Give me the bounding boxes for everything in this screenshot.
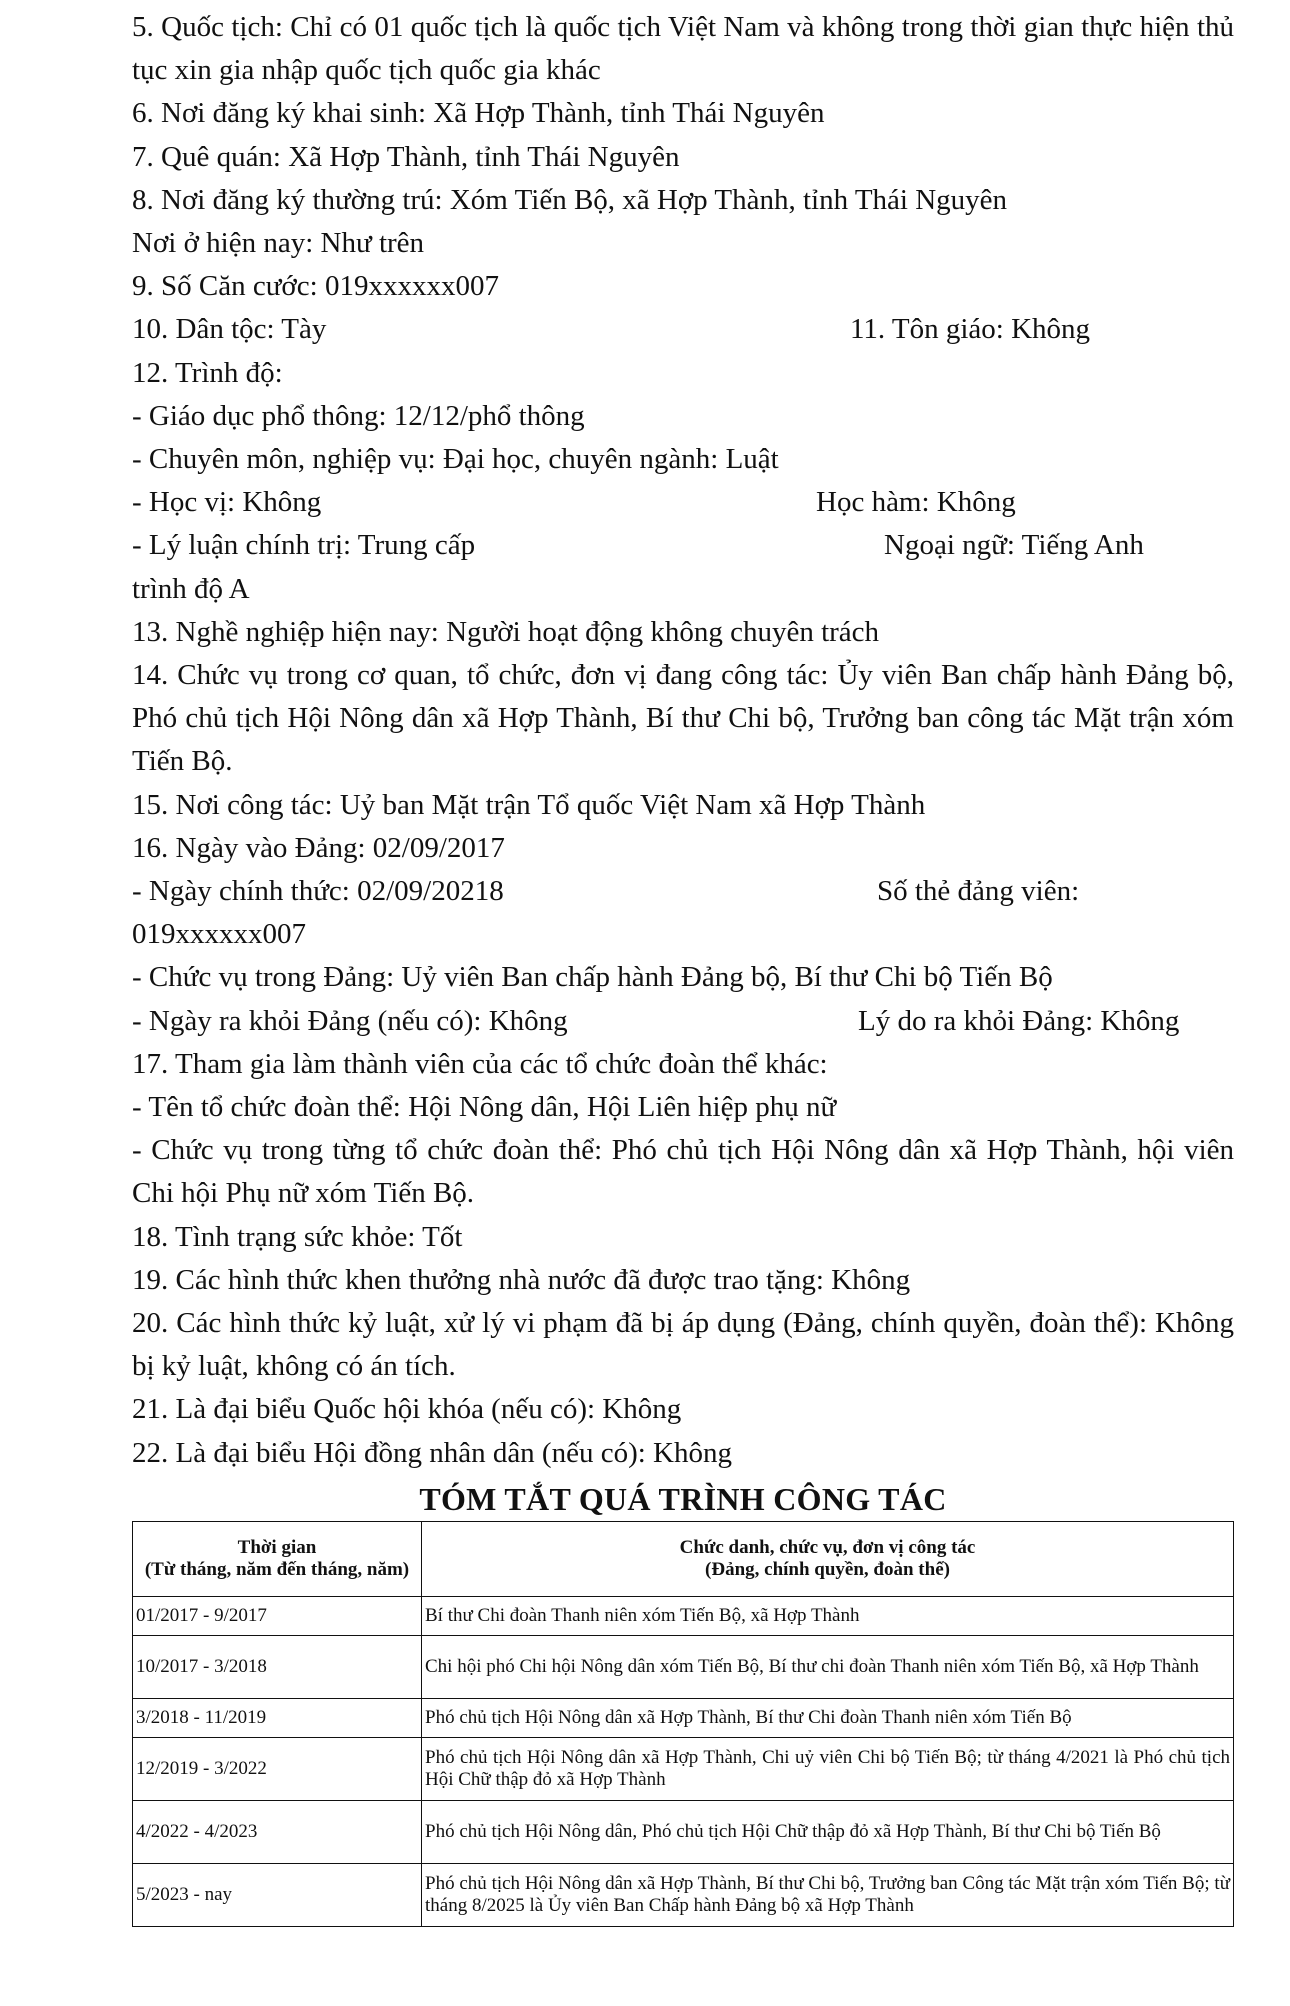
header-time: Thời gian (Từ tháng, năm đến tháng, năm) — [133, 1521, 422, 1596]
item-19-awards: 19. Các hình thức khen thưởng nhà nước đã được trao tặng: Không — [132, 1263, 911, 1296]
item-9-id-number: 9. Số Căn cước: 019xxxxxx007 — [132, 270, 499, 303]
row-time: 10/2017 - 3/2018 — [133, 1635, 422, 1698]
table-row — [133, 1737, 1234, 1800]
table-header-row — [133, 1521, 1234, 1596]
item-12-language-level: trình độ A — [132, 572, 250, 605]
item-12-general-education: - Giáo dục phổ thông: 12/12/phổ thông — [132, 399, 585, 432]
item-12-political-theory: - Lý luận chính trị: Trung cấp — [132, 529, 476, 562]
item-16-leave-row — [132, 1000, 1234, 1043]
row-time: 12/2019 - 3/2022 — [133, 1737, 422, 1800]
row-time: 3/2018 - 11/2019 — [133, 1698, 422, 1737]
item-15-workplace: 15. Nơi công tác: Uỷ ban Mặt trận Tổ quốc Việt Nam xã Hợp Thành — [132, 788, 926, 821]
row-role: Phó chủ tịch Hội Nông dân xã Hợp Thành, Bí thư Chi bộ, Trưởng ban Công tác Mặt trận xóm Tiến Bộ; từ tháng 8/2025 là Ủy viên Ban Chấp hành Đảng bộ xã Hợp Thành — [422, 1863, 1234, 1926]
item-12-specialization: - Chuyên môn, nghiệp vụ: Đại học, chuyên ngành: Luật — [132, 443, 779, 476]
table-row — [133, 1800, 1234, 1863]
table-row — [133, 1635, 1234, 1698]
item-16-official-row — [132, 870, 1234, 913]
item-16-official-date: - Ngày chính thức: 02/09/20218 — [132, 875, 504, 908]
item-7-hometown: 7. Quê quán: Xã Hợp Thành, tỉnh Thái Nguyên — [132, 140, 680, 173]
row-time: 4/2022 - 4/2023 — [133, 1800, 422, 1863]
row-role: Phó chủ tịch Hội Nông dân xã Hợp Thành, Bí thư Chi đoàn Thanh niên xóm Tiến Bộ — [422, 1698, 1234, 1737]
row-role: Chi hội phó Chi hội Nông dân xóm Tiến Bộ, Bí thư chi đoàn Thanh niên xóm Tiến Bộ, xã Hợp Thành — [422, 1635, 1234, 1698]
header-role: Chức danh, chức vụ, đơn vị công tác (Đảng, chính quyền, đoàn thể) — [422, 1521, 1234, 1596]
item-6-birth-registration: 6. Nơi đăng ký khai sinh: Xã Hợp Thành, tỉnh Thái Nguyên — [132, 97, 825, 130]
item-13-occupation: 13. Nghề nghiệp hiện nay: Người hoạt động không chuyên trách — [132, 615, 880, 648]
item-16-leave-date: - Ngày ra khỏi Đảng (nếu có): Không — [132, 1004, 568, 1037]
table-row — [133, 1698, 1234, 1737]
item-8-permanent-residence: 8. Nơi đăng ký thường trú: Xóm Tiến Bộ, xã Hợp Thành, tỉnh Thái Nguyên — [132, 183, 1008, 216]
item-11-religion: 11. Tôn giáo: Không — [850, 313, 1091, 346]
item-17-organization-roles: - Chức vụ trong từng tổ chức đoàn thể: Phó chủ tịch Hội Nông dân xã Hợp Thành, hội viên Chi hội Phụ nữ xóm Tiến Bộ. — [132, 1134, 1234, 1210]
item-12-education-heading: 12. Trình độ: — [132, 356, 283, 389]
row-time: 5/2023 - nay — [133, 1863, 422, 1926]
item-16-party-card-number: 019xxxxxx007 — [132, 918, 306, 951]
work-history-table — [132, 1521, 1234, 1927]
item-12-foreign-language: Ngoại ngữ: Tiếng Anh — [884, 529, 1144, 562]
table-row — [133, 1863, 1234, 1926]
item-16-party-position: - Chức vụ trong Đảng: Uỷ viên Ban chấp hành Đảng bộ, Bí thư Chi bộ Tiến Bộ — [132, 961, 1053, 994]
item-16-leave-reason: Lý do ra khỏi Đảng: Không — [858, 1004, 1180, 1037]
item-12-academic-title: Học hàm: Không — [816, 486, 1016, 519]
table-row — [133, 1596, 1234, 1635]
item-5-nationality: 5. Quốc tịch: Chỉ có 01 quốc tịch là quốc tịch Việt Nam và không trong thời gian thực hiện thủ tục xin gia nhập quốc tịch quốc gia khác — [132, 11, 1234, 87]
row-time: 01/2017 - 9/2017 — [133, 1596, 422, 1635]
row-role: Phó chủ tịch Hội Nông dân xã Hợp Thành, Chi uỷ viên Chi bộ Tiến Bộ; từ tháng 4/2021 là Phó chủ tịch Hội Chữ thập đỏ xã Hợp Thành — [422, 1737, 1234, 1800]
item-12-degree-row — [132, 481, 1234, 524]
item-21-national-assembly: 21. Là đại biểu Quốc hội khóa (nếu có): Không — [132, 1393, 682, 1426]
item-18-health: 18. Tình trạng sức khỏe: Tốt — [132, 1220, 463, 1253]
item-17-organization-names: - Tên tổ chức đoàn thể: Hội Nông dân, Hội Liên hiệp phụ nữ — [132, 1091, 837, 1123]
item-10-11-row — [132, 308, 1234, 351]
item-8-current-residence: Nơi ở hiện nay: Như trên — [132, 227, 425, 260]
item-10-ethnicity: 10. Dân tộc: Tày — [132, 313, 327, 346]
item-12-degree: - Học vị: Không — [132, 486, 322, 519]
item-16-party-card-label: Số thẻ đảng viên: — [877, 875, 1080, 908]
item-20-discipline: 20. Các hình thức kỷ luật, xử lý vi phạm đã bị áp dụng (Đảng, chính quyền, đoàn thể): Không bị kỷ luật, không có án tích. — [132, 1307, 1234, 1383]
item-16-party-admission: 16. Ngày vào Đảng: 02/09/2017 — [132, 831, 505, 864]
item-22-peoples-council: 22. Là đại biểu Hội đồng nhân dân (nếu có): Không — [132, 1436, 732, 1469]
item-12-politics-row — [132, 524, 1234, 567]
row-role: Phó chủ tịch Hội Nông dân, Phó chủ tịch Hội Chữ thập đỏ xã Hợp Thành, Bí thư Chi bộ Tiến Bộ — [422, 1800, 1234, 1863]
document-page — [132, 6, 1234, 1927]
row-role: Bí thư Chi đoàn Thanh niên xóm Tiến Bộ, xã Hợp Thành — [422, 1596, 1234, 1635]
work-summary-title: TÓM TẮT QUÁ TRÌNH CÔNG TÁC — [419, 1480, 947, 1517]
item-17-organizations-heading: 17. Tham gia làm thành viên của các tổ chức đoàn thể khác: — [132, 1047, 828, 1080]
item-14-position: 14. Chức vụ trong cơ quan, tổ chức, đơn vị đang công tác: Ủy viên Ban chấp hành Đảng bộ, Phó chủ tịch Hội Nông dân xã Hợp Thành, Bí thư Chi bộ, Trưởng ban công tác Mặt trận xóm Tiến Bộ. — [132, 659, 1234, 778]
